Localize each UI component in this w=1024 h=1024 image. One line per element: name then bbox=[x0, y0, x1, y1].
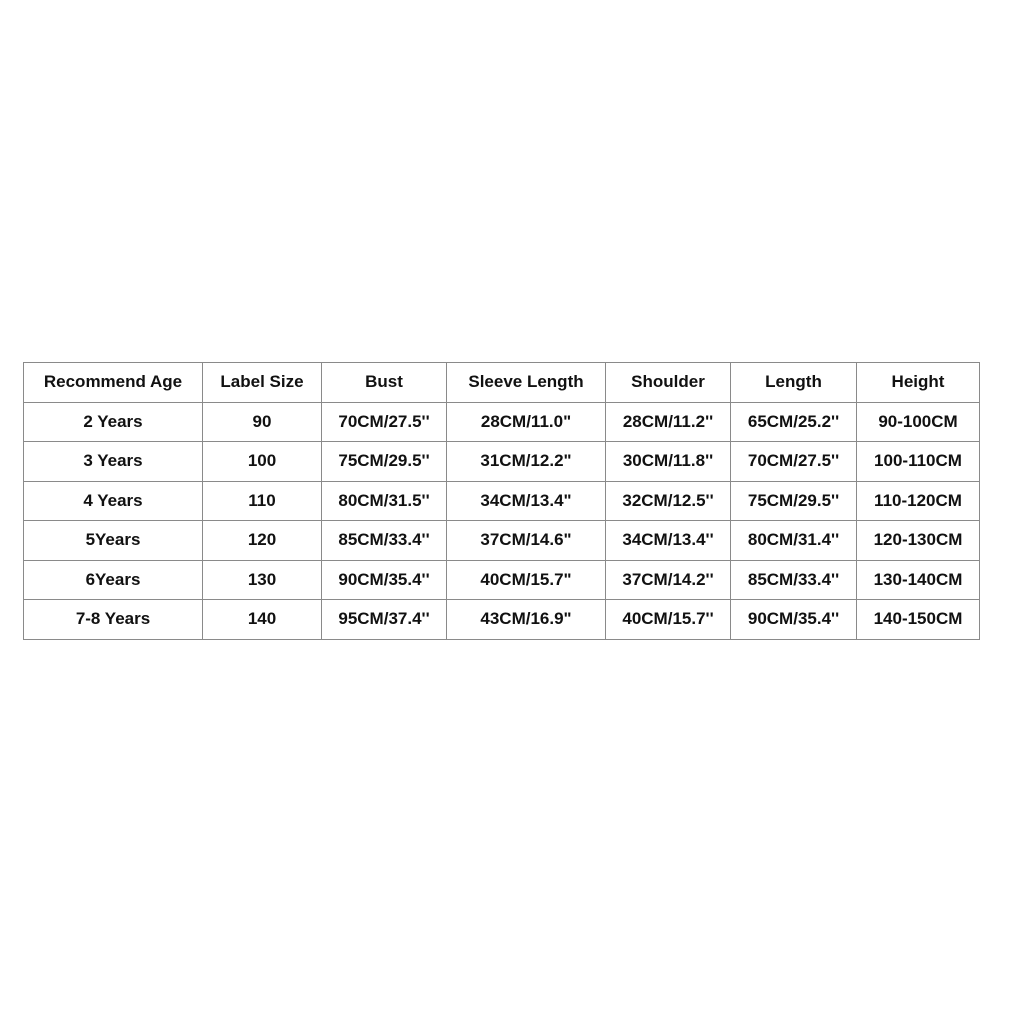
cell-length: 65CM/25.2'' bbox=[731, 402, 857, 442]
cell-label-size: 110 bbox=[203, 481, 322, 521]
cell-height: 110-120CM bbox=[857, 481, 980, 521]
cell-length: 85CM/33.4'' bbox=[731, 560, 857, 600]
table-row bbox=[24, 560, 980, 600]
size-chart-table bbox=[23, 362, 980, 640]
cell-recommend-age: 6Years bbox=[24, 560, 203, 600]
cell-shoulder: 34CM/13.4'' bbox=[606, 521, 731, 561]
table-row bbox=[24, 442, 980, 482]
cell-recommend-age: 7-8 Years bbox=[24, 600, 203, 640]
cell-bust: 75CM/29.5'' bbox=[322, 442, 447, 482]
cell-bust: 90CM/35.4'' bbox=[322, 560, 447, 600]
cell-sleeve-length: 31CM/12.2" bbox=[447, 442, 606, 482]
cell-sleeve-length: 28CM/11.0" bbox=[447, 402, 606, 442]
cell-label-size: 100 bbox=[203, 442, 322, 482]
cell-bust: 95CM/37.4'' bbox=[322, 600, 447, 640]
cell-length: 90CM/35.4'' bbox=[731, 600, 857, 640]
header-sleeve-length: Sleeve Length bbox=[447, 363, 606, 403]
cell-label-size: 140 bbox=[203, 600, 322, 640]
header-height: Height bbox=[857, 363, 980, 403]
cell-label-size: 120 bbox=[203, 521, 322, 561]
cell-sleeve-length: 43CM/16.9" bbox=[447, 600, 606, 640]
table-row bbox=[24, 481, 980, 521]
cell-length: 75CM/29.5'' bbox=[731, 481, 857, 521]
cell-bust: 70CM/27.5'' bbox=[322, 402, 447, 442]
table-row bbox=[24, 521, 980, 561]
table-row bbox=[24, 402, 980, 442]
cell-height: 130-140CM bbox=[857, 560, 980, 600]
header-label-size: Label Size bbox=[203, 363, 322, 403]
cell-sleeve-length: 34CM/13.4" bbox=[447, 481, 606, 521]
cell-sleeve-length: 40CM/15.7" bbox=[447, 560, 606, 600]
cell-recommend-age: 4 Years bbox=[24, 481, 203, 521]
cell-label-size: 130 bbox=[203, 560, 322, 600]
header-row bbox=[24, 363, 980, 403]
cell-length: 70CM/27.5'' bbox=[731, 442, 857, 482]
cell-shoulder: 32CM/12.5'' bbox=[606, 481, 731, 521]
cell-shoulder: 30CM/11.8'' bbox=[606, 442, 731, 482]
header-recommend-age: Recommend Age bbox=[24, 363, 203, 403]
header-bust: Bust bbox=[322, 363, 447, 403]
cell-label-size: 90 bbox=[203, 402, 322, 442]
cell-shoulder: 37CM/14.2'' bbox=[606, 560, 731, 600]
cell-recommend-age: 5Years bbox=[24, 521, 203, 561]
cell-bust: 85CM/33.4'' bbox=[322, 521, 447, 561]
cell-height: 140-150CM bbox=[857, 600, 980, 640]
cell-recommend-age: 3 Years bbox=[24, 442, 203, 482]
cell-bust: 80CM/31.5'' bbox=[322, 481, 447, 521]
cell-sleeve-length: 37CM/14.6" bbox=[447, 521, 606, 561]
header-shoulder: Shoulder bbox=[606, 363, 731, 403]
table-row bbox=[24, 600, 980, 640]
cell-height: 90-100CM bbox=[857, 402, 980, 442]
header-length: Length bbox=[731, 363, 857, 403]
cell-height: 100-110CM bbox=[857, 442, 980, 482]
cell-shoulder: 40CM/15.7'' bbox=[606, 600, 731, 640]
cell-height: 120-130CM bbox=[857, 521, 980, 561]
cell-shoulder: 28CM/11.2'' bbox=[606, 402, 731, 442]
cell-recommend-age: 2 Years bbox=[24, 402, 203, 442]
cell-length: 80CM/31.4'' bbox=[731, 521, 857, 561]
